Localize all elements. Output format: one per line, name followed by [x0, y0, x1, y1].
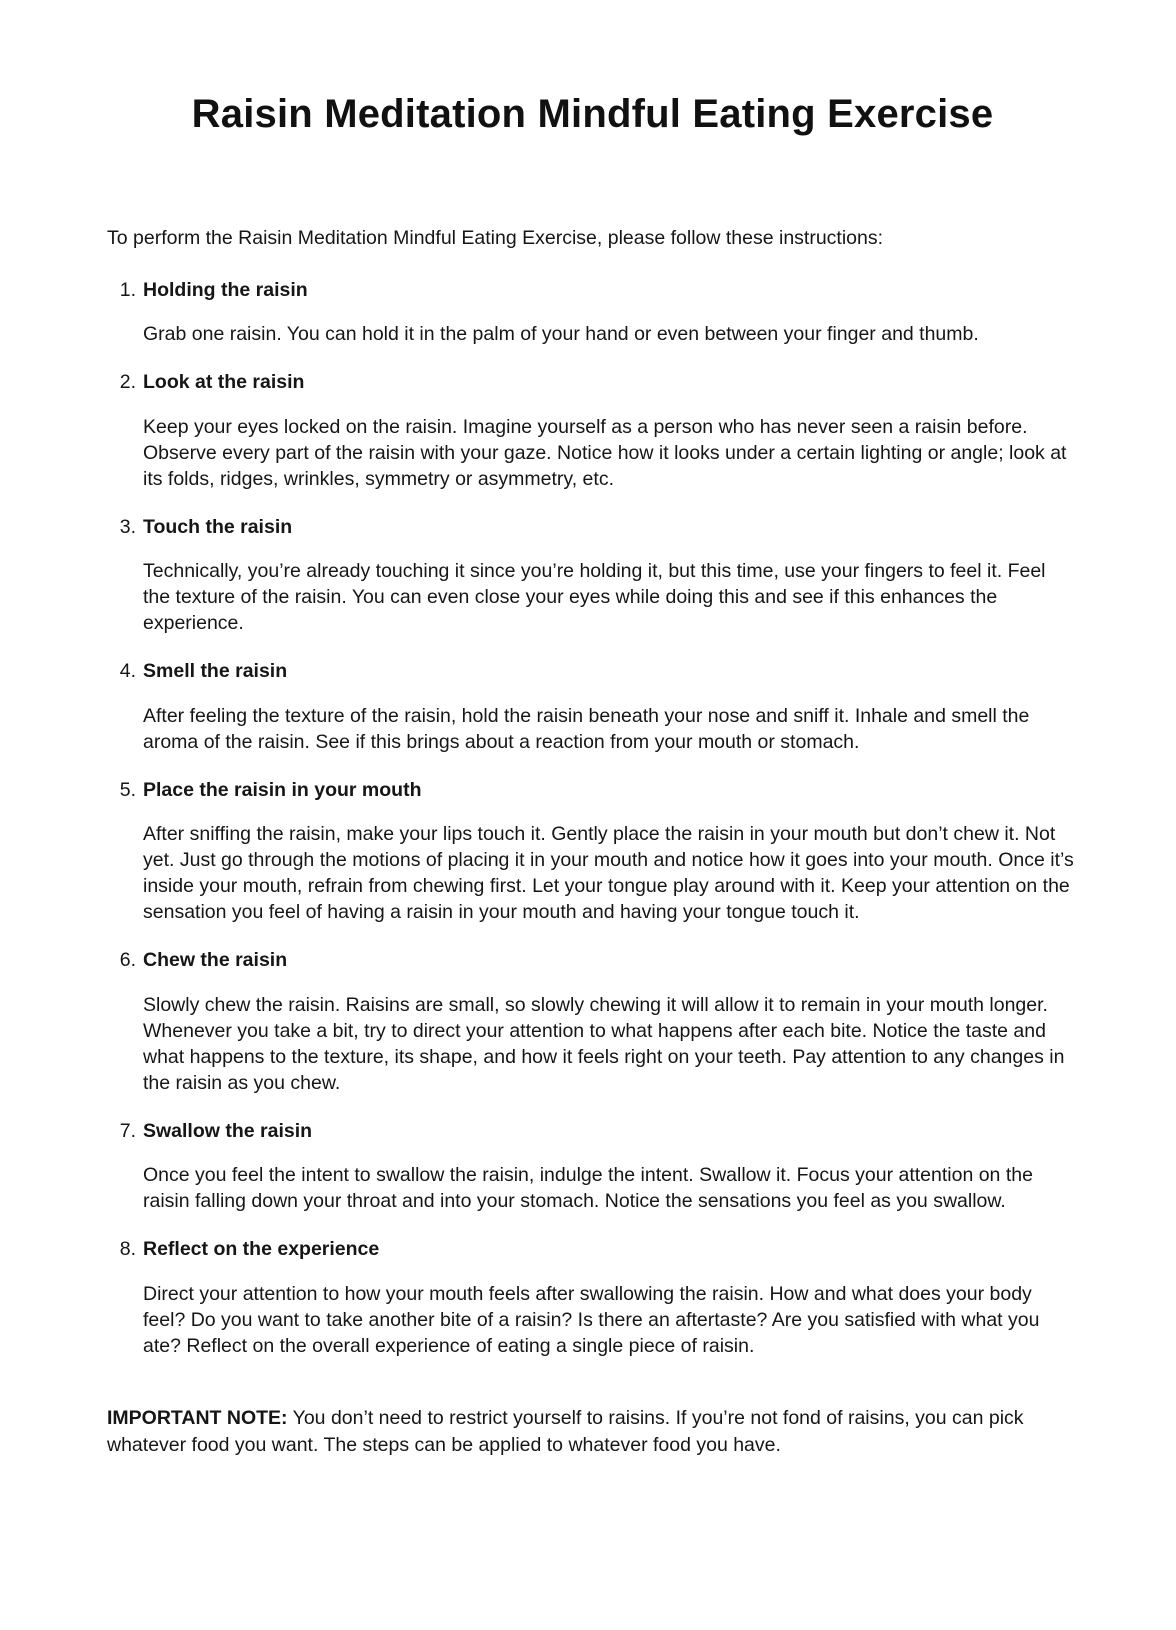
step-title: Look at the raisin	[143, 371, 305, 394]
step-title: Holding the raisin	[143, 279, 308, 302]
step-item	[107, 947, 1078, 1096]
step-text: Direct your attention to how your mouth feels after swallowing the raisin. How and what does your body feel? Do you want to take another bite of a raisin? Is there an aftertaste? Are you satisfied with what you ate? Reflect on the overall experience of eating a single piece of raisin.	[143, 1282, 1040, 1357]
step-number: 5.	[119, 778, 136, 801]
step-content	[143, 1236, 1078, 1359]
step-text: Keep your eyes locked on the raisin. Imagine yourself as a person who has never seen a raisin before. Observe every part of the raisin with your gaze. Notice how it looks under a certain lighting or angle; look at its folds, ridges, wrinkles, symmetry or asymmetry, etc.	[143, 415, 1067, 490]
step-content	[143, 1118, 1078, 1214]
step-number: 3.	[119, 515, 136, 538]
step-text: Technically, you’re already touching it since you’re holding it, but this time, use your fingers to feel it. Feel the texture of the raisin. You can even close your eyes while doing this and see if this enhances the experience.	[143, 560, 1046, 635]
step-content	[143, 369, 1078, 492]
step-title: Place the raisin in your mouth	[143, 778, 422, 801]
step-text: Grab one raisin. You can hold it in the palm of your hand or even between your finger and thumb.	[143, 323, 979, 346]
step-item	[107, 1118, 1078, 1214]
step-item	[107, 658, 1078, 754]
step-number: 6.	[119, 949, 136, 972]
step-number: 1.	[119, 279, 136, 302]
step-content	[143, 277, 1078, 347]
important-note-label: IMPORTANT NOTE:	[107, 1406, 288, 1429]
step-number: 4.	[119, 660, 136, 683]
step-content	[143, 777, 1078, 926]
step-title: Chew the raisin	[143, 949, 288, 972]
step-title: Swallow the raisin	[143, 1120, 313, 1142]
step-content	[143, 658, 1078, 754]
page-title: Raisin Meditation Mindful Eating Exercise	[191, 92, 994, 136]
step-number: 7.	[119, 1120, 136, 1142]
steps-list	[107, 277, 1078, 1359]
step-text: After sniffing the raisin, make your lips touch it. Gently place the raisin in your mouth but don’t chew it. Not yet. Just go through the motions of placing it in your mouth and notice how it goes into your mouth. Once it’s inside your mouth, refrain from chewing first. Let your tongue play around with it. Keep your attention on the sensation you feel of having a raisin in your mouth and having your tongue touch it.	[143, 822, 1074, 924]
step-number: 2.	[119, 371, 136, 394]
important-note-text: You don’t need to restrict yourself to raisins. If you’re not fond of raisins, you can pick whatever food you want. The steps can be applied to whatever food you have.	[107, 1406, 1024, 1457]
step-title: Smell the raisin	[143, 660, 288, 683]
step-title: Reflect on the experience	[143, 1238, 380, 1261]
step-title: Touch the raisin	[143, 515, 293, 538]
step-number: 8.	[119, 1238, 136, 1261]
step-item	[107, 369, 1078, 492]
step-content	[143, 947, 1078, 1096]
step-text: Once you feel the intent to swallow the raisin, indulge the intent. Swallow it. Focus your attention on the raisin falling down your throat and into your stomach. Notice the sensations you feel as you swallow.	[143, 1164, 1033, 1213]
intro-paragraph: To perform the Raisin Meditation Mindful Eating Exercise, please follow these instructions:	[107, 227, 884, 249]
step-text: After feeling the texture of the raisin, hold the raisin beneath your nose and sniff it. Inhale and smell the aroma of the raisin. See if this brings about a reaction from your mouth or stomach.	[143, 704, 1030, 753]
step-text: Slowly chew the raisin. Raisins are small, so slowly chewing it will allow it to remain in your mouth longer. Whenever you take a bit, try to direct your attention to what happens after each bite. Notice the taste and what happens to the texture, its shape, and how it feels right on your teeth. Pay attention to any changes in the raisin as you chew.	[143, 993, 1065, 1094]
important-note	[107, 1405, 1078, 1460]
step-item	[107, 514, 1078, 637]
step-content	[143, 514, 1078, 637]
step-item	[107, 777, 1078, 926]
step-item	[107, 1236, 1078, 1359]
step-item	[107, 277, 1078, 347]
